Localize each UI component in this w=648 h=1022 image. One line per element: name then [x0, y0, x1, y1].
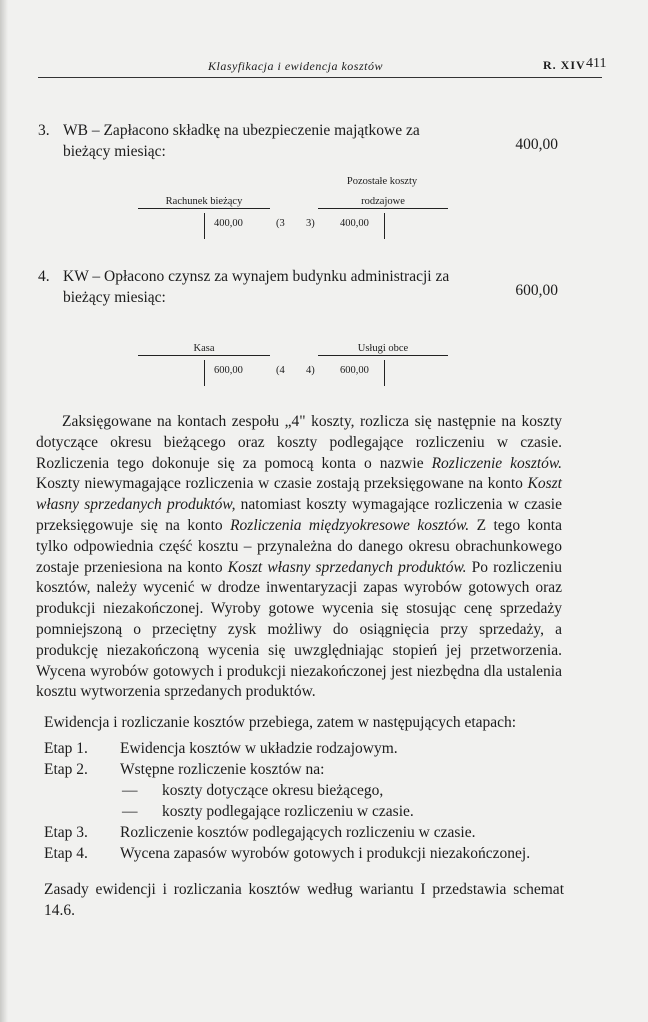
entry-amount: 600,00 [515, 282, 558, 299]
t-account-rachunek-biezacy [138, 196, 270, 246]
stage-row [44, 738, 564, 759]
account-divider [384, 213, 385, 239]
running-header [38, 55, 607, 78]
account-credit-value: 600,00 [214, 365, 243, 376]
body-paragraph [36, 412, 562, 703]
entry-amount: 400,00 [515, 136, 558, 153]
account-credit-value: 400,00 [214, 218, 243, 229]
stage-row [44, 759, 564, 780]
stage-text: Wstępne rozliczenie kosztów na: [120, 761, 325, 778]
account-name: Rachunek bieżący [138, 196, 270, 209]
account-divider [204, 360, 205, 386]
account-heading-top: Pozostałe koszty [346, 176, 418, 187]
t-account-pozostale-koszty [318, 196, 448, 246]
stage-text: Rozliczenie kosztów podlegających rozliczeniu w czasie. [120, 824, 476, 841]
entry-text: WB – Zapłacono składkę na ubezpieczenie majątkowe za bieżący miesiąc: [63, 122, 420, 160]
posting-marker-left: (4 [276, 365, 285, 376]
stage-label: Etap 2. [44, 761, 88, 778]
chapter-label: R. XIV [543, 58, 586, 72]
account-name: Kasa [138, 343, 270, 356]
posting-marker-right: 3) [306, 218, 315, 229]
account-name: Usługi obce [318, 343, 448, 356]
stage-row [44, 843, 564, 864]
stage-subtext: koszty podlegające rozliczeniu w czasie. [162, 803, 414, 820]
posting-marker-left: (3 [276, 218, 285, 229]
stage-dash: — [122, 803, 138, 820]
account-name: rodzajowe [318, 196, 448, 209]
stage-dash: — [122, 782, 138, 799]
entry-4 [38, 266, 558, 310]
entry-number: 3. [38, 122, 50, 139]
stage-row [44, 822, 564, 843]
stage-label: Etap 4. [44, 845, 88, 862]
stage-label: Etap 1. [44, 740, 88, 757]
stage-subrow [44, 780, 564, 801]
t-account-uslugi-obce [318, 343, 448, 393]
entry-number: 4. [38, 268, 50, 285]
page-edge-shadow [0, 0, 8, 1022]
account-divider [384, 360, 385, 386]
t-account-kasa [138, 343, 270, 393]
closing-paragraph: Zasady ewidencji i rozliczania kosztów według wariantu I przedstawia schemat 14.6. [44, 881, 564, 919]
stage-subtext: koszty dotyczące okresu bieżącego, [162, 782, 384, 799]
header-title: Klasyfikacja i ewidencja kosztów [208, 59, 383, 73]
posting-marker-right: 4) [306, 365, 315, 376]
page-number: 411 [586, 56, 607, 71]
stage-subrow [44, 801, 564, 822]
account-debit-value: 400,00 [340, 218, 369, 229]
account-debit-value: 600,00 [340, 365, 369, 376]
stages-intro: Ewidencja i rozliczanie kosztów przebiega, zatem w następujących etapach: [44, 714, 517, 731]
entry-3 [38, 120, 558, 164]
stage-text: Wycena zapasów wyrobów gotowych i produkcji niezakończonej. [120, 845, 531, 862]
stages-list [44, 712, 564, 864]
paragraph-text: Zaksięgowane na kontach zespołu „4" koszty, rozlicza się następnie na koszty dotyczące okresu bieżącego oraz koszty podlegające rozliczeniu w czasie. Rozliczenia tego dokonuje się za pomocą konta o nazwie Rozliczenie kosztów. Koszty niewymagające rozliczenia w czasie zostają przeksięgowane na konto Koszt własny sprzedanych produktów, natomiast koszty wymagające rozliczenia w czasie przeksięgowuje się na konto Rozliczenia międzyokresowe kosztów. Z tego konta tylko odpowiednia część kosztu – przynależna do danego okresu obrachunkowego zostaje przeniesiona na konto Koszt własny sprzedanych produktów. Po rozliczeniu kosztów, należy wycenić w drodze inwentaryzacji zapas wyrobów gotowych oraz produkcji niezakończonej. Wyroby gotowe wycenia się stosując cenę sprzedaży pomniejszoną o przeciętny zysk możliwy do osiągnięcia przy sprzedaży, a produkcję niezakończoną wycenia się uwzględniając stopień jej przetworzenia. Wycena wyrobów gotowych i produkcji niezakończonej jest niezbędna dla ustalenia kosztu wytworzenia sprzedanych produktów. [36, 413, 562, 701]
stages-intro-row [44, 712, 564, 738]
account-divider [204, 213, 205, 239]
stage-text: Ewidencja kosztów w układzie rodzajowym. [120, 740, 398, 757]
entry-text: KW – Opłacono czynsz za wynajem budynku administracji za bieżący miesiąc: [63, 268, 450, 306]
stage-label: Etap 3. [44, 824, 88, 841]
